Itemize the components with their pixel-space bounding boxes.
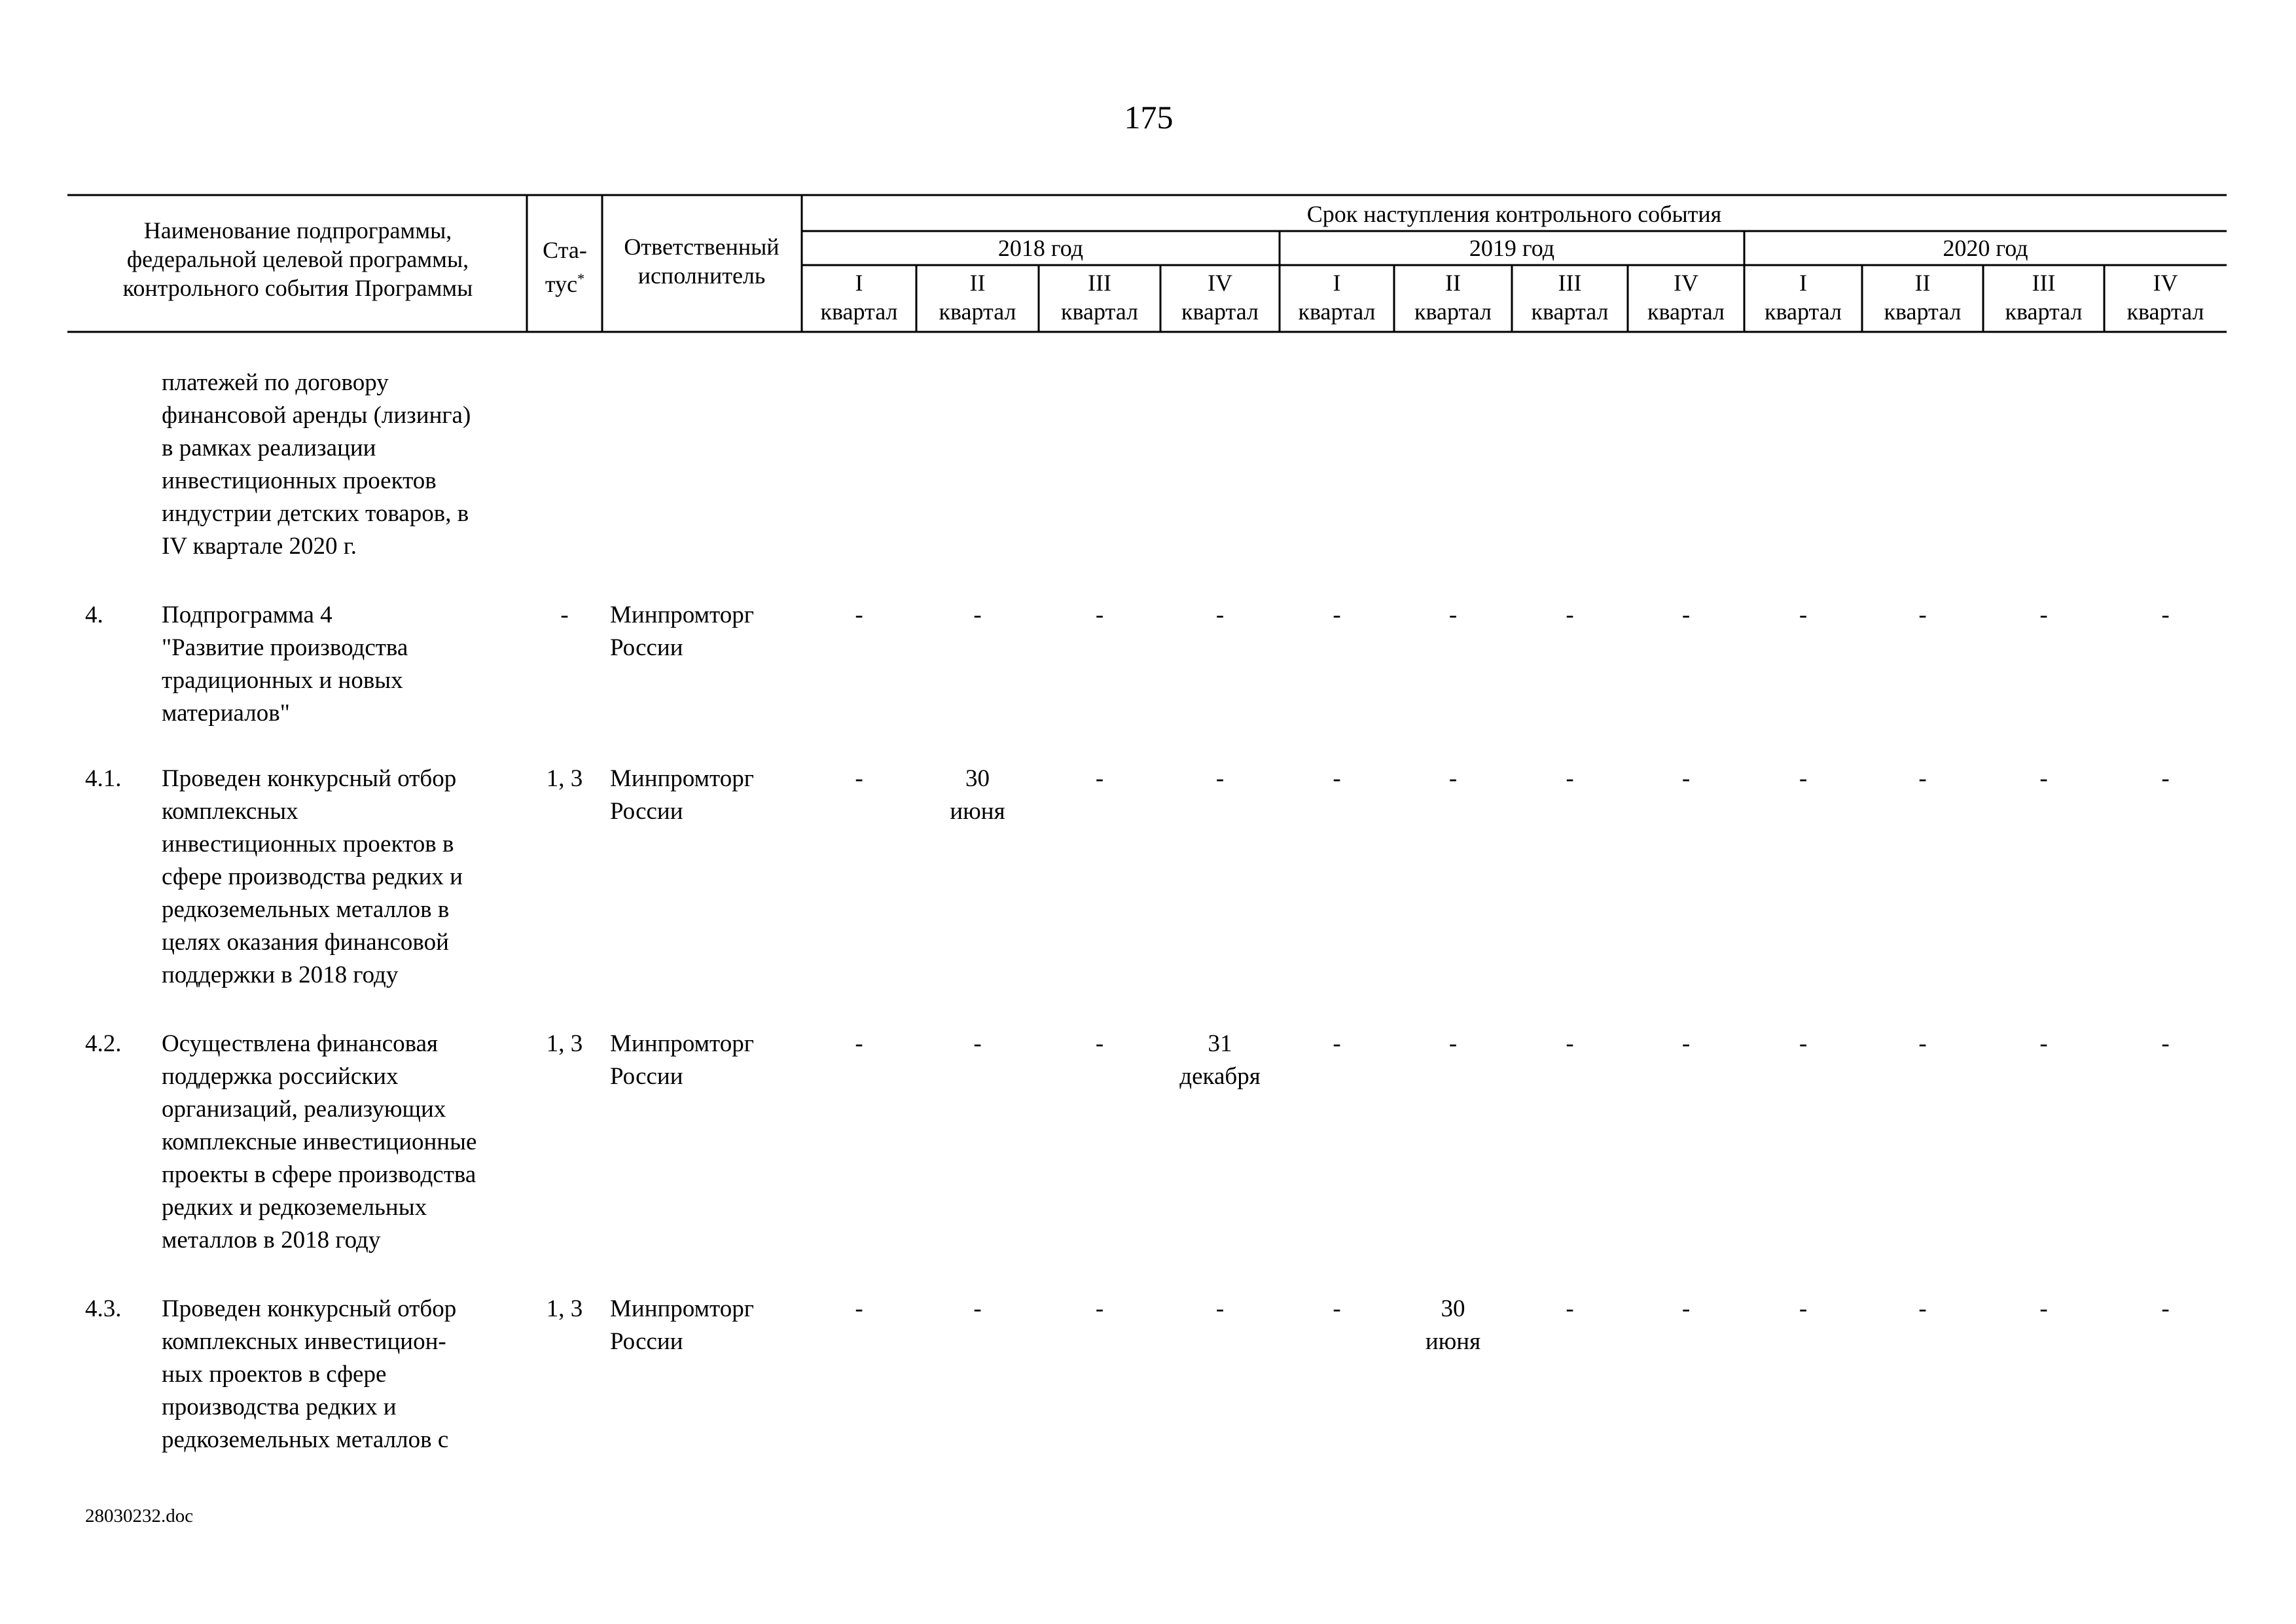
row-quarter-value: - bbox=[973, 602, 982, 628]
row-quarter-value: - bbox=[1095, 602, 1104, 628]
row-quarter-value: - bbox=[1215, 765, 1225, 792]
row-quarter-value: - bbox=[2161, 602, 2170, 628]
row-quarter-value: - bbox=[2039, 602, 2048, 628]
header-status-column: Ста- тус* bbox=[543, 237, 587, 297]
header-quarter: IV квартал bbox=[2126, 270, 2204, 325]
header-name-column: Наименование подпрограммы, федеральной целевой программы, контрольного события Программы bbox=[122, 217, 473, 301]
row-quarter-value: - bbox=[1681, 1295, 1691, 1322]
row-quarter-value: - bbox=[1566, 1030, 1574, 1057]
row-number: 4.2. bbox=[85, 1030, 122, 1057]
row-quarter-value: 30 июня bbox=[1425, 1295, 1481, 1355]
row-number: 4. bbox=[85, 602, 103, 628]
row-quarter-value: - bbox=[1448, 765, 1458, 792]
header-year: 2018 год bbox=[997, 235, 1084, 261]
row-quarter-value: 31 декабря bbox=[1179, 1030, 1261, 1090]
page-number: 175 bbox=[1124, 99, 1174, 135]
row-quarter-value: - bbox=[1918, 602, 1927, 628]
header-quarter: IV квартал bbox=[1647, 270, 1725, 325]
row-name: платежей по договору финансовой аренды (лизинга) в рамках реализации инвестиционных проектов индустрии детских товаров, в IV квартале 2020 г. bbox=[162, 369, 471, 560]
row-executor: Минпромторг России bbox=[610, 1030, 754, 1090]
row-name: Проведен конкурсный отбор комплексных инвестиционных проектов в сфере производства редких и редкоземельных металлов в целях оказания финансовой поддержки в 2018 году bbox=[162, 765, 463, 988]
header-quarter: I квартал bbox=[820, 270, 898, 325]
row-quarter-value: - bbox=[1566, 765, 1574, 792]
row-quarter-value: - bbox=[1681, 765, 1691, 792]
row-executor: Минпромторг России bbox=[610, 765, 754, 825]
row-quarter-value: - bbox=[1215, 1295, 1225, 1322]
row-quarter-value: - bbox=[1918, 1030, 1927, 1057]
row-quarter-value: - bbox=[2039, 1030, 2048, 1057]
row-executor: Минпромторг России bbox=[610, 1295, 754, 1355]
header-quarter: II квартал bbox=[1884, 270, 1962, 325]
header-quarter: II квартал bbox=[1414, 270, 1492, 325]
row-quarter-value: - bbox=[1095, 1295, 1104, 1322]
row-quarter-value: - bbox=[1799, 1030, 1808, 1057]
row-executor: Минпромторг России bbox=[610, 602, 754, 661]
row-quarter-value: - bbox=[1799, 1295, 1808, 1322]
row-quarter-value: - bbox=[1566, 1295, 1574, 1322]
header-quarter: I квартал bbox=[1298, 270, 1376, 325]
row-quarter-value: - bbox=[2161, 1030, 2170, 1057]
row-status: - bbox=[560, 602, 569, 628]
row-quarter-value: - bbox=[973, 1030, 982, 1057]
header-year: 2020 год bbox=[1943, 235, 2028, 261]
row-quarter-value: - bbox=[1918, 1295, 1927, 1322]
row-quarter-value: - bbox=[1333, 1030, 1341, 1057]
row-quarter-value: - bbox=[1799, 602, 1808, 628]
row-quarter-value: - bbox=[1918, 765, 1927, 792]
row-quarter-value: - bbox=[855, 1295, 863, 1322]
row-quarter-value: - bbox=[1566, 602, 1574, 628]
header-quarter: II квартал bbox=[939, 270, 1016, 325]
row-name: Проведен конкурсный отбор комплексных инвестицион- ных проектов в сфере производства редких и редкоземельных металлов с bbox=[162, 1295, 457, 1453]
row-status: 1, 3 bbox=[546, 1030, 583, 1057]
row-quarter-value: - bbox=[1333, 1295, 1341, 1322]
row-quarter-value: - bbox=[1681, 602, 1691, 628]
row-quarter-value: - bbox=[855, 765, 863, 792]
footer-filename: 28030232.doc bbox=[85, 1506, 194, 1526]
row-quarter-value: - bbox=[855, 602, 863, 628]
row-quarter-value: - bbox=[1095, 765, 1104, 792]
row-quarter-value: - bbox=[1215, 602, 1225, 628]
row-name: Осуществлена финансовая поддержка российских организаций, реализующих комплексные инвестиционные проекты в сфере производства редких и редкоземельных металлов в 2018 году bbox=[162, 1030, 477, 1254]
row-quarter-value: - bbox=[2039, 1295, 2048, 1322]
header-year: 2019 год bbox=[1469, 235, 1555, 261]
row-quarter-value: 30 июня bbox=[950, 765, 1005, 825]
row-quarter-value: - bbox=[1448, 1030, 1458, 1057]
row-quarter-value: - bbox=[1448, 602, 1458, 628]
row-quarter-value: - bbox=[1333, 602, 1341, 628]
header-quarter: III квартал bbox=[1061, 270, 1138, 325]
header-quarter: III квартал bbox=[1531, 270, 1609, 325]
row-name: Подпрограмма 4 "Развитие производства традиционных и новых материалов" bbox=[162, 602, 408, 727]
header-quarter: I квартал bbox=[1765, 270, 1842, 325]
row-quarter-value: - bbox=[1333, 765, 1341, 792]
row-quarter-value: - bbox=[973, 1295, 982, 1322]
row-quarter-value: - bbox=[2161, 765, 2170, 792]
header-quarter: IV квартал bbox=[1181, 270, 1259, 325]
row-quarter-value: - bbox=[855, 1030, 863, 1057]
row-number: 4.3. bbox=[85, 1295, 122, 1322]
row-quarter-value: - bbox=[1799, 765, 1808, 792]
row-quarter-value: - bbox=[2039, 765, 2048, 792]
header-executor-column: Ответственный исполнитель bbox=[624, 234, 780, 289]
row-quarter-value: - bbox=[2161, 1295, 2170, 1322]
header-deadline-title: Срок наступления контрольного события bbox=[1306, 201, 1722, 227]
row-quarter-value: - bbox=[1095, 1030, 1104, 1057]
row-quarter-value: - bbox=[1681, 1030, 1691, 1057]
row-number: 4.1. bbox=[85, 765, 122, 792]
row-status: 1, 3 bbox=[546, 765, 583, 792]
row-status: 1, 3 bbox=[546, 1295, 583, 1322]
header-quarter: III квартал bbox=[2005, 270, 2083, 325]
